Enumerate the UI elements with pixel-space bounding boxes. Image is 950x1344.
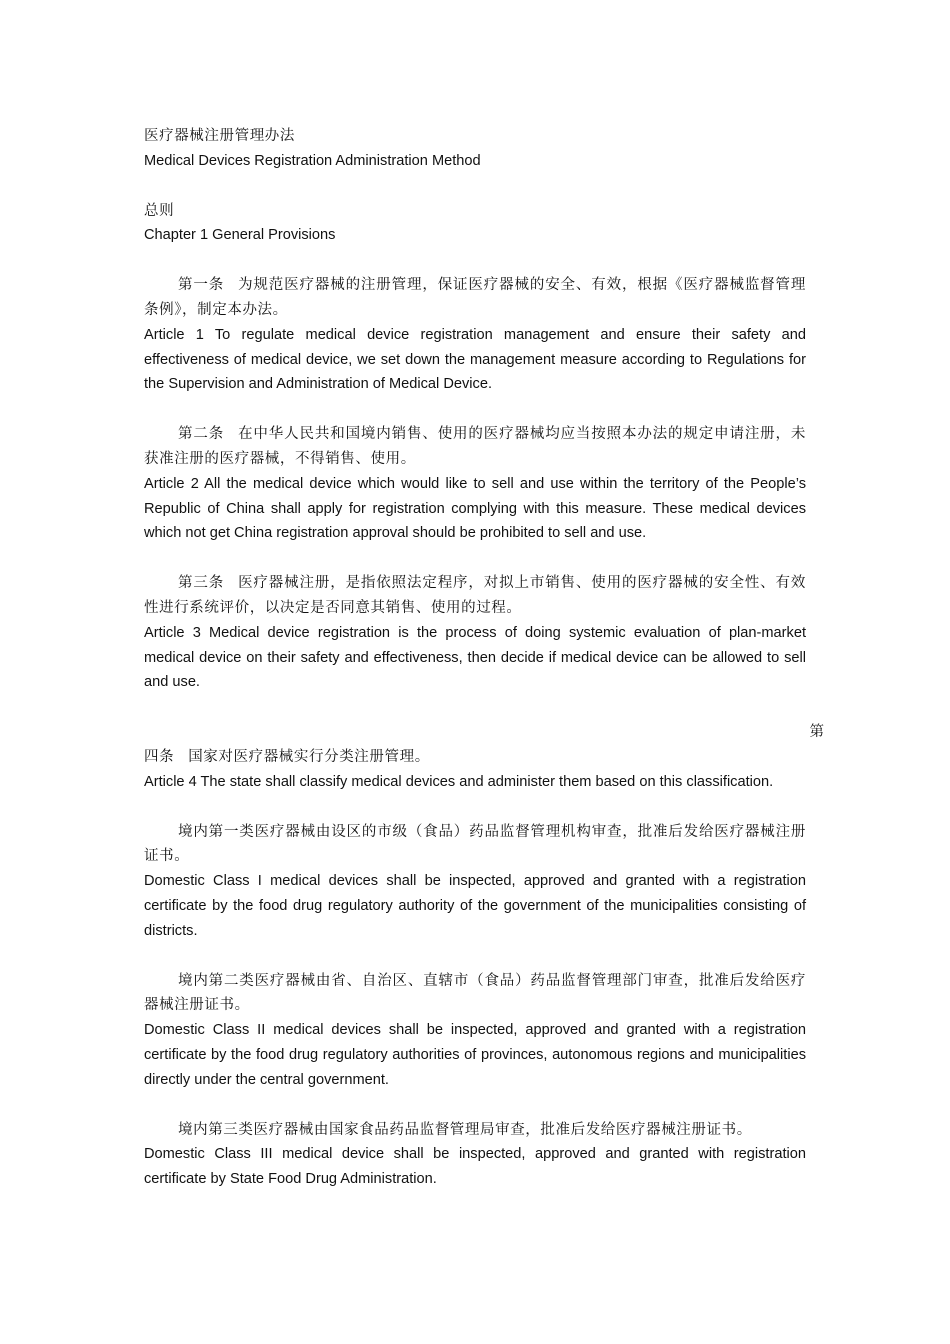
article-2-number: 第二条 (178, 426, 225, 443)
spacer (144, 174, 806, 199)
article-2-en: Article 2 All the medical device which would like to sell and use within the territory of the People’s Republic of China shall apply for registration complying with this measure. These medical devices which not get China registration approval should be prohibited to sell and use. (144, 475, 806, 542)
article-1-text-zh: 为规范医疗器械的注册管理，保证医疗器械的安全、有效，根据《医疗器械监督管理条例》，制定本办法。 (144, 277, 806, 318)
article-4-text-zh: 国家对医疗器械实行分类注册管理。 (188, 748, 430, 765)
document-page (144, 124, 824, 1192)
class-1-en: Domestic Class I medical devices shall be inspected, approved and granted with a registration certificate by the food drug regulatory authority of the government of the municipalities consisting of districts. (144, 873, 806, 939)
spacer (144, 248, 806, 273)
class-1-zh: 境内第一类医疗器械由设区的市级（食品）药品监督管理机构审查，批准后发给医疗器械注册证书。 (144, 823, 806, 865)
article-4-en: Article 4 The state shall classify medical devices and administer them based on this classification. (144, 773, 774, 790)
article-4-number-part2: 四条 (144, 748, 175, 765)
spacer (144, 546, 806, 571)
chapter-heading-zh: 总则 (144, 202, 175, 219)
class-3-zh: 境内第三类医疗器械由国家食品药品监督管理局审查，批准后发给医疗器械注册证书。 (178, 1121, 752, 1138)
article-4-zh (144, 745, 806, 770)
article-3-zh (144, 571, 806, 621)
article-2-text-zh: 在中华人民共和国境内销售、使用的医疗器械均应当按照本办法的规定申请注册，未获准注册的医疗器械，不得销售、使用。 (144, 426, 806, 467)
article-1-number: 第一条 (178, 277, 225, 294)
spacer (144, 695, 806, 720)
spacer (144, 944, 806, 969)
chapter-heading-en: Chapter 1 General Provisions (144, 227, 336, 244)
article-1-zh (144, 273, 806, 323)
class-3-en: Domestic Class III medical device shall be inspected, approved and granted with registration certificate by State Food Drug Administration. (144, 1146, 806, 1188)
document-title-en: Medical Devices Registration Administration Method (144, 152, 481, 169)
article-3-en: Article 3 Medical device registration is the process of doing systemic evaluation of plan-market medical device on their safety and effectiveness, then decide if medical device can be allowed to sell and use. (144, 624, 806, 691)
class-2-en: Domestic Class II medical devices shall be inspected, approved and granted with a registration certificate by the food drug regulatory authorities of provinces, autonomous regions and municipalities directly under the central government. (144, 1022, 806, 1088)
spacer (144, 397, 806, 422)
document-title-zh: 医疗器械注册管理办法 (144, 128, 295, 144)
article-3-text-zh: 医疗器械注册，是指依照法定程序，对拟上市销售、使用的医疗器械的安全性、有效性进行系统评价，以决定是否同意其销售、使用的过程。 (144, 575, 806, 616)
article-4-number-part1: 第 (809, 724, 824, 741)
article-3-number: 第三条 (178, 575, 225, 592)
spacer (144, 1093, 806, 1118)
article-2-zh (144, 422, 806, 472)
class-2-zh: 境内第二类医疗器械由省、自治区、直辖市（食品）药品监督管理部门审查，批准后发给医疗器械注册证书。 (144, 972, 806, 1014)
spacer (144, 795, 806, 820)
article-1-en: Article 1 To regulate medical device registration management and ensure their safety and effectiveness of medical device, we set down the management measure according to Regulations for the Supervision and Administration of Medical Device. (144, 326, 806, 393)
